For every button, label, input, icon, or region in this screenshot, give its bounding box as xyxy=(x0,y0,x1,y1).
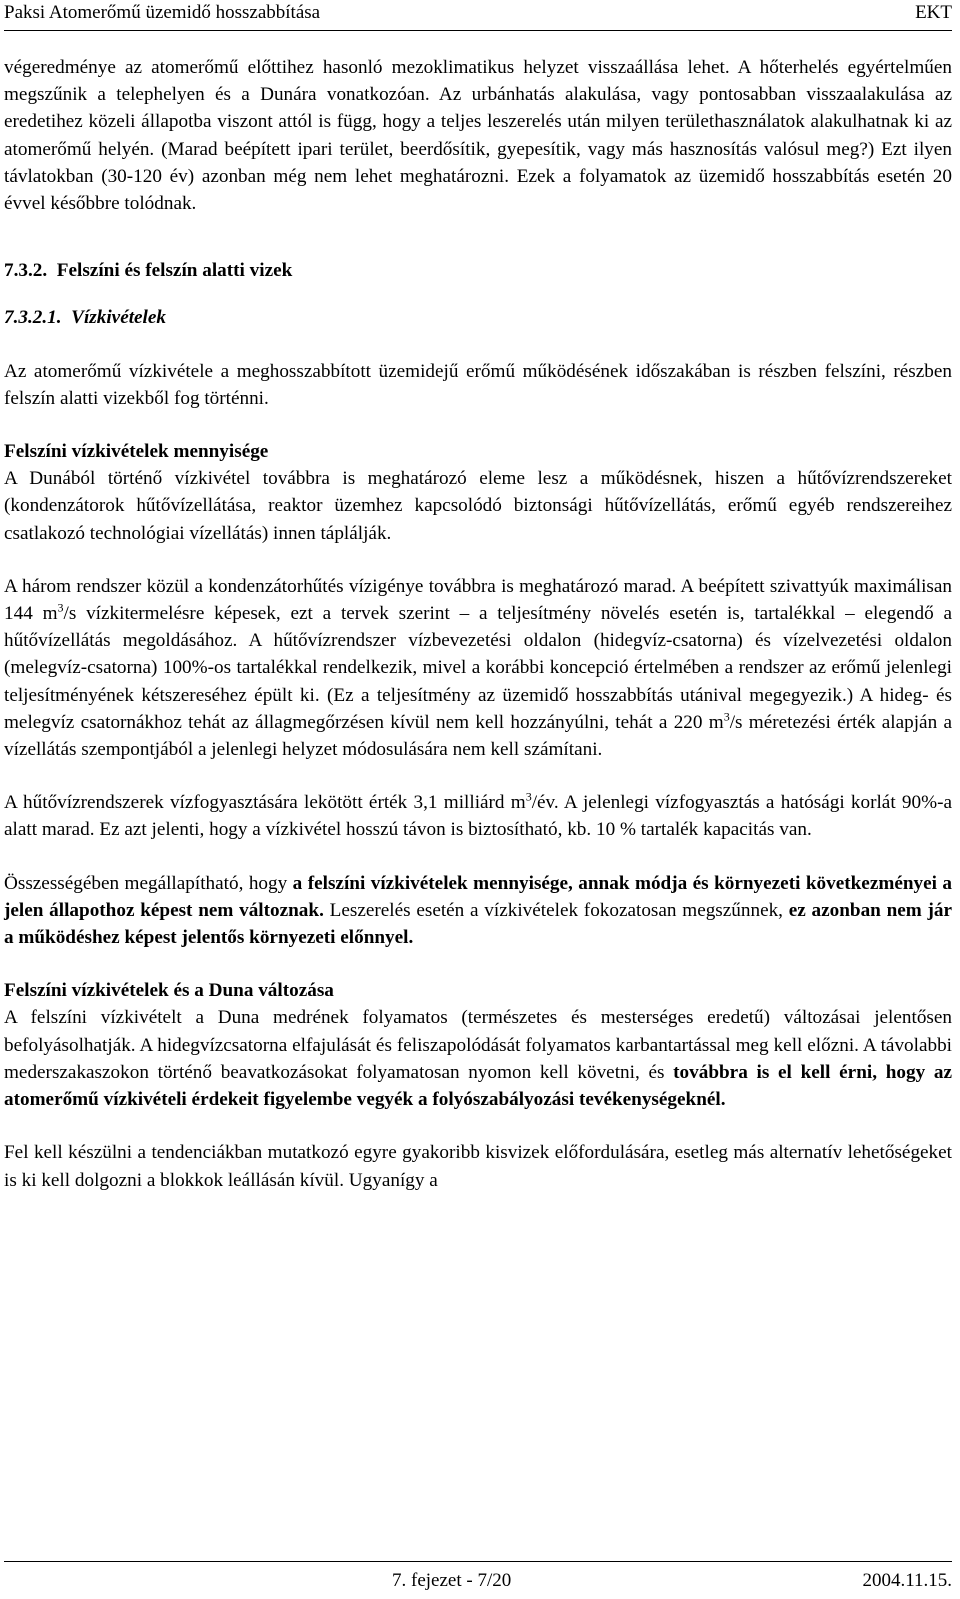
paragraph-cooling-systems: A három rendszer közül a kondenzátorhűtés vízigénye továbbra is meghatározó marad. A beépített szivattyúk maximálisan 144 $m^3/s$ vízkitermelésre képesek, ezt a tervek szerint – a teljesítmény növelés esetén is, tartalékkal – elegendő a hűtővízellátás megoldásához. A hűtővízrendszer vízbevezetési oldalon (hidegvíz-csatorna) és vízelvezetési oldalon (melegvíz-csatorna) 100%-os tartalékkal rendelkezik, mivel a korábbi koncepció értelmében a rendszer az erőmű jelenlegi teljesítményének kétszereséhez épült ki. (Ez a teljesítmény az üzemidő hosszabbítás utánival megegyezik.) A hideg- és melegvíz csatornákhoz tehát az állagmegőrzésen kívül nem kell hozzányúlni, tehát a 220 $m^3/s$ méretezési érték alapján a vízellátás szempontjából a jelenlegi helyzet módosulására nem kell számítani. xyxy=(4,575,952,761)
paragraph-urban-effect: végeredménye az atomerőmű előttihez hasonló mezoklimatikus helyzet visszaállása lehet. A hőterhelés egyértelműen megszűnik a telephelyen és a Dunára vonatkozóan. Az urbánhatás alakulása, vagy pontosabban visszaalakulása az eredetihez közeli állapotba viszont attól is függ, hogy a teljes leszerelés után milyen területhasználatok alakulhatnak ki az atomerőmű helyén. (Marad beépített ipari terület, beerdősítik, gyepesítik, vagy más hasznosítás valósul meg?) Ezt ilyen távlatokban (30-120 év) azonban még nem lehet meghatározni. Ezek a folyamatok az üzemidő hosszabbítás esetén 20 évvel későbbre tolódnak. xyxy=(4,57,952,215)
subsection-title: Vízkivételek xyxy=(71,307,166,329)
header-org: EKT xyxy=(915,2,952,23)
subheading-danube-change: Felszíni vízkivételek és a Duna változása xyxy=(4,980,334,1002)
paragraph-summary: Összességében megállapítható, hogy a felszíni vízkivételek mennyisége, annak módja és környezeti következményei a jelen állapothoz képest nem változnak. Leszerelés esetén a vízkivételek fokozatosan megszűnnek, ez azonban nem jár a működéshez képest jelentős környezeti előnnyel. xyxy=(4,872,953,949)
subsection-heading xyxy=(4,304,952,331)
footer-date: 2004.11.15. xyxy=(862,1570,952,1591)
paragraph-danube-bed: A felszíni vízkivételt a Duna medrének folyamatos (természetes és mesterséges eredetű) változásai jelentősen befolyásolhatják. A hidegvízcsatorna elfajulását és feliszapolódását folyamatos karbantartással meg kell előzni. A távolabbi mederszakaszokon történő beavatkozásokat folyamatosan nyomon kell követni, és továbbra is el kell érni, hogy az atomerőmű vízkivételi érdekeit figyelembe vegyék a folyószabályozási tevékenységeknél. xyxy=(4,1007,952,1111)
paragraph-water-intake: Az atomerőmű vízkivétele a meghosszabbított üzemidejű erőmű működésének időszakában is részben felszíni, részben felszín alatti vizekből fog történni. xyxy=(4,360,952,409)
footer-page-number: 7. fejezet - 7/20 xyxy=(392,1570,512,1591)
section-title: Felszíni és felszín alatti vizek xyxy=(56,260,293,282)
paragraph-water-consumption: A hűtővízrendszerek vízfogyasztására lekötött érték 3,1 milliárd $m^3/év$. A jelenlegi vízfogyasztás a hatósági korlát 90%-a alatt marad. Ez azt jelenti, hogy a vízkivétel hosszú távon is biztosítható, kb. 10 % tartalék kapacitás van. xyxy=(4,789,952,841)
section-number: 7.3.2. xyxy=(4,260,48,282)
page-footer xyxy=(4,1561,952,1598)
header-title: Paksi Atomerőmű üzemidő hosszabbítása xyxy=(4,2,321,23)
paragraph-low-water: Fel kell készülni a tendenciákban mutatkozó egyre gyakoribb kisvizek előfordulására, esetleg más alternatív lehetőségeket is ki kell dolgozni a blokkok leállásán kívül. Ugyanígy a xyxy=(4,1142,952,1191)
paragraph-danube-intake: A Dunából történő vízkivétel továbbra is meghatározó eleme lesz a működésnek, hiszen a hűtővízrendszereket (kondenzátorok hűtővízellátása, reaktor üzemhez kapcsolódó biztonsági hűtővízellátás, erőmű egyéb rendszereihez csatlakozó technológiai vízellátás) innen táplálják. xyxy=(4,468,952,544)
section-heading xyxy=(4,257,952,284)
page-header xyxy=(4,0,952,31)
subsection-number: 7.3.2.1. xyxy=(4,307,62,329)
page-content xyxy=(4,54,952,1194)
subheading-surface-intake-quantity: Felszíni vízkivételek mennyisége xyxy=(4,441,269,463)
